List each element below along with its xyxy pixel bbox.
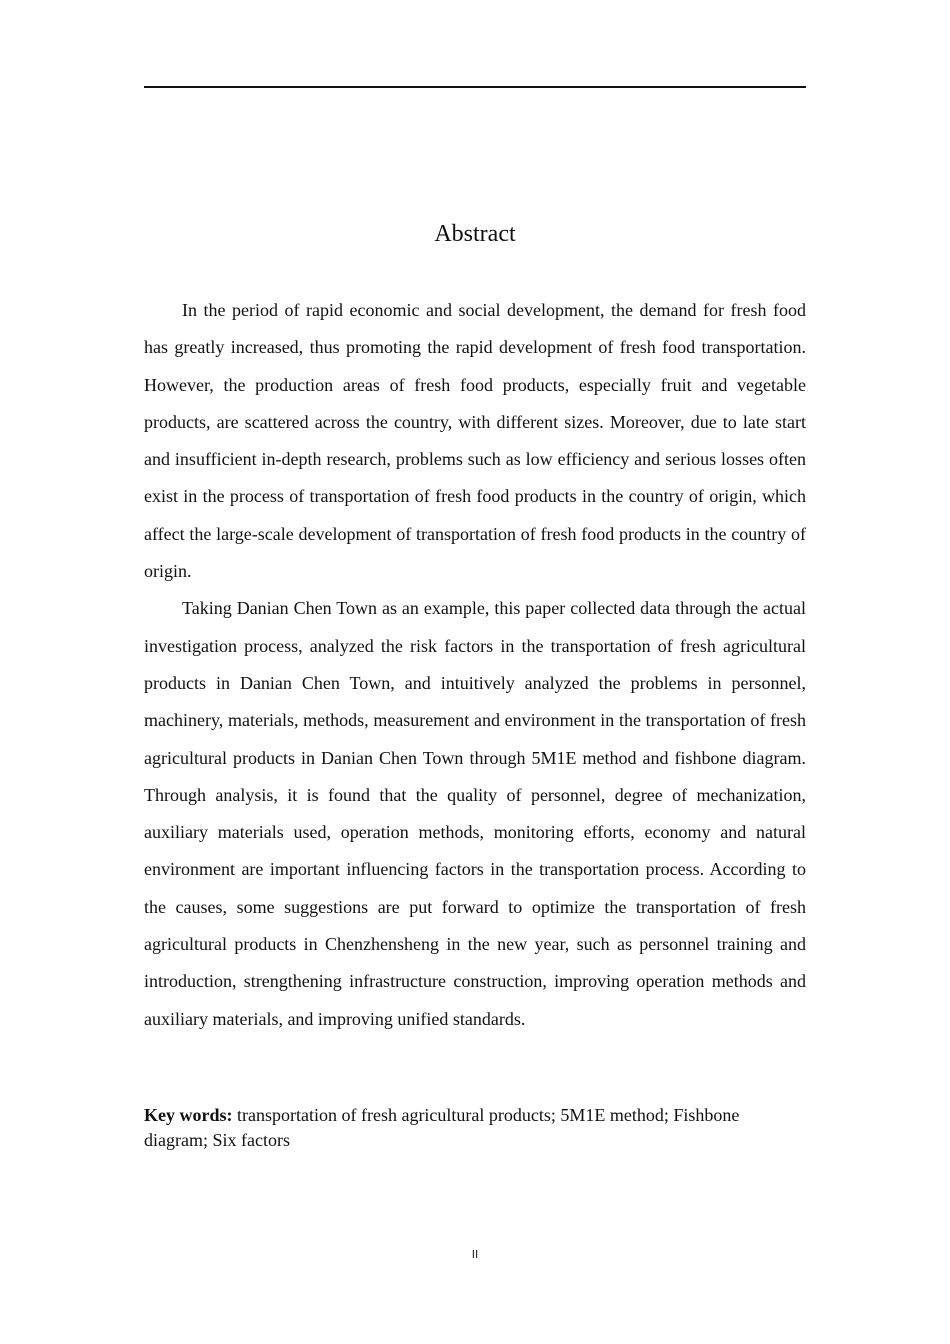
keywords-text: transportation of fresh agricultural products; 5M1E method; Fishbone diagram; Six factors <box>144 1105 740 1150</box>
page-number: II <box>471 1248 479 1261</box>
header-rule <box>144 86 806 88</box>
keywords-line <box>144 1103 806 1153</box>
abstract-title: Abstract <box>434 221 516 247</box>
keywords-label: Key words: <box>144 1105 233 1125</box>
abstract-paragraph-2: Taking Danian Chen Town as an example, this paper collected data through the actual investigation process, analyzed the risk factors in the transportation of fresh agricultural products in Danian Chen Town, and intuitively analyzed the problems in personnel, machinery, materials, methods, measurement and environment in the transportation of fresh agricultural products in Danian Chen Town through 5M1E method and fishbone diagram. Through analysis, it is found that the quality of personnel, degree of mechanization, auxiliary materials used, operation methods, monitoring efforts, economy and natural environment are important influencing factors in the transportation process. According to the causes, some suggestions are put forward to optimize the transportation of fresh agricultural products in Chenzhensheng in the new year, such as personnel training and introduction, strengthening infrastructure construction, improving operation methods and auxiliary materials, and improving unified standards. <box>144 598 806 1029</box>
abstract-paragraph-1: In the period of rapid economic and social development, the demand for fresh food has greatly increased, thus promoting the rapid development of fresh food transportation. However, the production areas of fresh food products, especially fruit and vegetable products, are scattered across the country, with different sizes. Moreover, due to late start and insufficient in-depth research, problems such as low efficiency and serious losses often exist in the process of transportation of fresh food products in the country of origin, which affect the large-scale development of transportation of fresh food products in the country of origin. <box>144 300 806 582</box>
abstract-body <box>144 292 806 1038</box>
